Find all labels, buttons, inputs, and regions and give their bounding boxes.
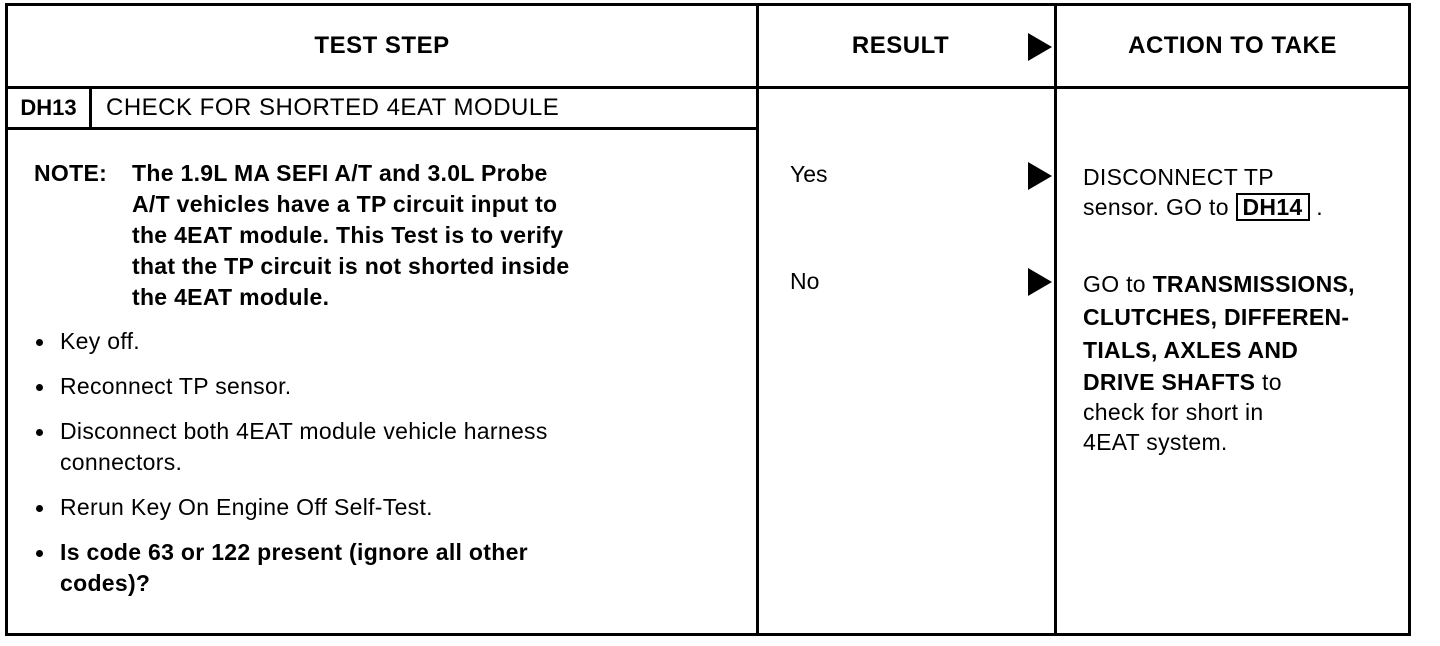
list-item bbox=[34, 416, 734, 478]
list-item bbox=[34, 492, 734, 523]
bullet-icon bbox=[36, 429, 43, 436]
manual-section-reference: DRIVE SHAFTS bbox=[1083, 369, 1256, 395]
manual-section-reference: CLUTCHES, DIFFEREN- bbox=[1083, 304, 1350, 330]
header-result bbox=[759, 6, 1054, 86]
column-divider-result bbox=[756, 6, 759, 633]
list-item-text: Disconnect both 4EAT module vehicle harness bbox=[60, 418, 548, 444]
action-no bbox=[1083, 268, 1355, 457]
diagnostic-table bbox=[5, 3, 1411, 636]
note-line: that the TP circuit is not shorted inside bbox=[132, 253, 570, 279]
step-id: DH13 bbox=[8, 89, 92, 127]
note-block bbox=[34, 158, 569, 313]
note-line: the 4EAT module. bbox=[132, 284, 330, 310]
note-line: A/T vehicles have a TP circuit input to bbox=[132, 191, 558, 217]
result-yes: Yes bbox=[790, 161, 828, 187]
action-no-text: check for short in bbox=[1083, 399, 1264, 425]
list-item bbox=[34, 371, 734, 402]
action-yes-line: DISCONNECT TP bbox=[1083, 164, 1274, 190]
note-line: The 1.9L MA SEFI A/T and 3.0L Probe bbox=[132, 160, 548, 186]
action-yes-text: sensor. GO to bbox=[1083, 194, 1229, 220]
column-divider-action bbox=[1054, 6, 1057, 633]
action-no-text: to bbox=[1262, 369, 1282, 395]
action-no-text: 4EAT system. bbox=[1083, 429, 1228, 455]
list-item-text: codes)? bbox=[60, 570, 151, 596]
list-item-text: Rerun Key On Engine Off Self-Test. bbox=[60, 494, 433, 520]
header-action: ACTION TO TAKE bbox=[1128, 32, 1337, 59]
right-triangle-arrow-icon bbox=[1028, 33, 1052, 61]
result-no: No bbox=[790, 268, 820, 294]
action-yes bbox=[1083, 162, 1323, 222]
bullet-icon bbox=[36, 550, 43, 557]
list-item-text: Reconnect TP sensor. bbox=[60, 373, 292, 399]
bullet-icon bbox=[36, 339, 43, 346]
list-item-text: Is code 63 or 122 present (ignore all other bbox=[60, 539, 528, 565]
manual-section-reference: TIALS, AXLES AND bbox=[1083, 337, 1299, 363]
step-title-divider bbox=[8, 127, 756, 130]
action-no-prefix: GO to bbox=[1083, 271, 1146, 297]
action-yes-line bbox=[1083, 192, 1323, 222]
list-item-text: connectors. bbox=[60, 449, 183, 475]
header-test-step: TEST STEP bbox=[314, 32, 450, 59]
note-line: the 4EAT module. This Test is to verify bbox=[132, 222, 564, 248]
right-triangle-arrow-icon bbox=[1028, 162, 1052, 190]
note-label: NOTE: bbox=[34, 160, 108, 186]
manual-section-reference: TRANSMISSIONS, bbox=[1152, 271, 1355, 297]
step-title: CHECK FOR SHORTED 4EAT MODULE bbox=[106, 94, 560, 121]
header-result-label: RESULT bbox=[851, 32, 950, 59]
bullet-icon bbox=[36, 505, 43, 512]
bullet-icon bbox=[36, 384, 43, 391]
action-yes-period: . bbox=[1316, 194, 1323, 220]
list-item-text: Key off. bbox=[60, 328, 140, 354]
list-item bbox=[34, 326, 734, 357]
step-reference-link[interactable]: DH14 bbox=[1236, 193, 1310, 221]
list-item-question bbox=[34, 537, 734, 599]
right-triangle-arrow-icon bbox=[1028, 268, 1052, 296]
procedure-list bbox=[34, 326, 734, 613]
